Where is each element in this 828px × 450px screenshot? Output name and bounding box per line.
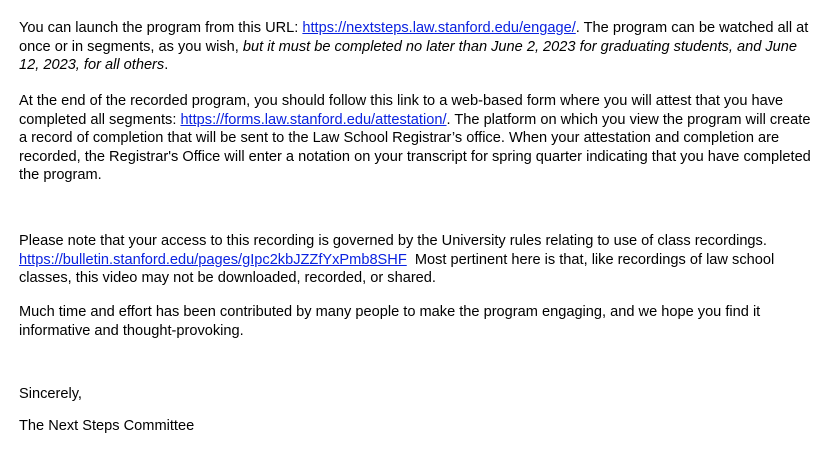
paragraph-launch-instructions [19, 19, 814, 75]
deadline-text: but it must be completed no later than June 2, 2023 for graduating students, and June 12, 2023, for all others [19, 38, 798, 73]
launch-text-intro: You can launch the program from this URL: [19, 20, 303, 36]
engage-link[interactable]: https://nextsteps.law.stanford.edu/engage/ [302, 20, 576, 36]
attestation-text-rest: . The platform on which you view the program will create a record of completion that will be sent to the Law School Registrar’s office. When your attestation and completion are recorded, the Registrar's Office will enter a notation on your transcript for spring quarter indicating that you have completed the program. [19, 111, 811, 183]
launch-text-middle: . The program can be watched all at once or in segments, as you wish, [19, 20, 809, 55]
launch-text-end: . [164, 57, 169, 73]
paragraph-attestation [19, 92, 814, 185]
bulletin-link[interactable]: https://bulletin.stanford.edu/pages/gIpc2kbJZZfYxPmb8SHF [19, 251, 407, 268]
signature: The Next Steps Committee [19, 418, 195, 434]
attestation-text-intro: At the end of the recorded program, you should follow this link to a web-based form where you will attest that you have completed all segments: [19, 93, 784, 128]
paragraph-recording-rules [19, 232, 814, 288]
rules-text-intro: Please note that your access to this recording is governed by the University rules relating to use of class recordings. [19, 233, 767, 249]
attestation-link[interactable]: https://forms.law.stanford.edu/attestation/ [180, 111, 447, 128]
rules-text-rest: Most pertinent here is that, like recordings of law school classes, this video may not be downloaded, recorded, or shared. [19, 251, 779, 286]
paragraph-thanks: Much time and effort has been contributed by many people to make the program engaging, and we hope you find it informative and thought-provoking. [19, 304, 761, 339]
closing-salutation: Sincerely, [19, 386, 82, 402]
